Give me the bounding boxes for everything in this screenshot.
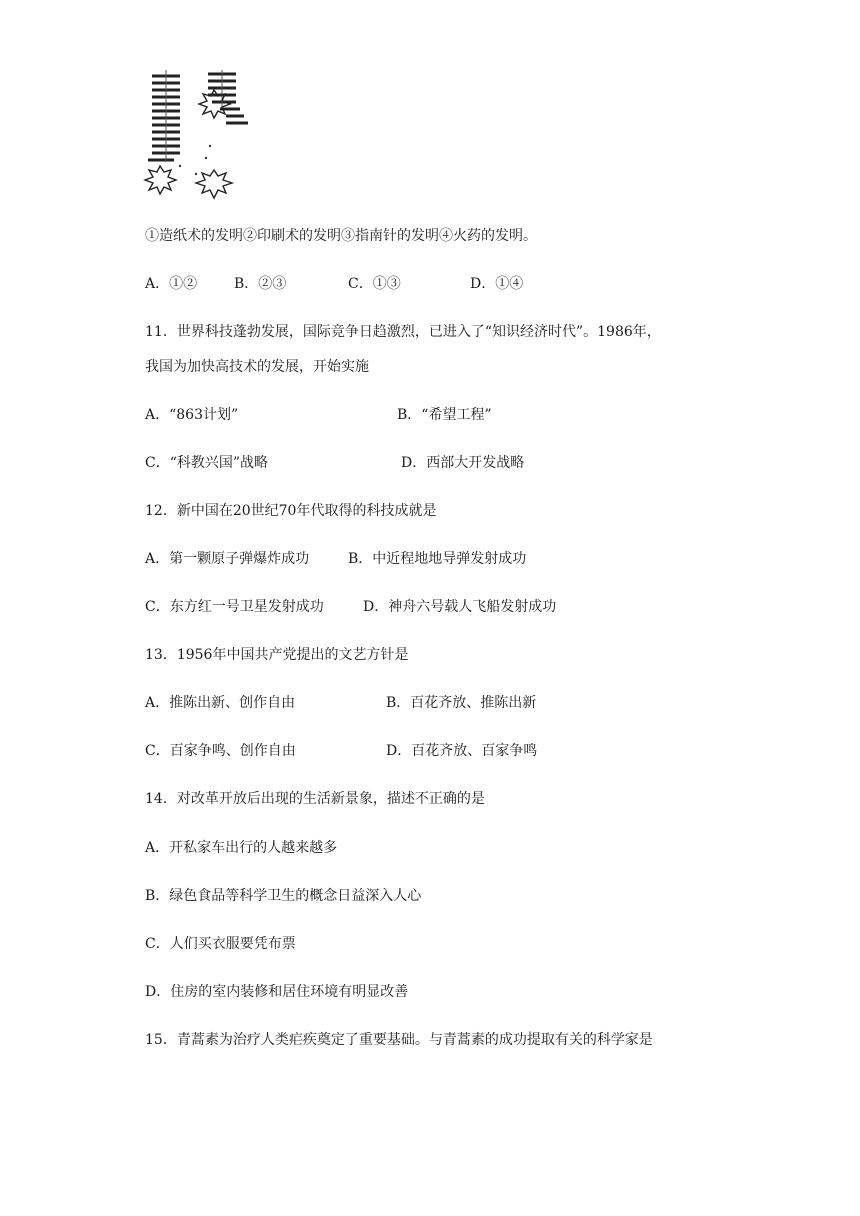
q11-option-c[interactable]: C．“科教兴国”战略: [145, 455, 269, 471]
q11-option-b[interactable]: B．“希望工程”: [397, 407, 492, 423]
q12-option-a[interactable]: A．第一颗原子弹爆炸成功: [145, 551, 310, 567]
q12-option-d[interactable]: D．神舟六号载人飞船发射成功: [363, 599, 557, 615]
q11-stem-line2: 我国为加快高技术的发展，开始实施: [145, 359, 369, 375]
q13-stem: 13．1956年中国共产党提出的文艺方针是: [145, 647, 409, 663]
q14-stem: 14．对改革开放后出现的生活新景象，描述不正确的是: [145, 791, 485, 807]
q12-stem: 12．新中国在20世纪70年代取得的科技成就是: [145, 503, 437, 519]
q10-option-b[interactable]: B．②③: [234, 276, 287, 292]
q14-option-d[interactable]: D．住房的室内装修和居住环境有明显改善: [145, 984, 409, 1000]
q14-option-b[interactable]: B．绿色食品等科学卫生的概念日益深入人心: [145, 888, 422, 904]
q12-option-c[interactable]: C．东方红一号卫星发射成功: [145, 599, 324, 615]
q14-option-c[interactable]: C．人们买衣服要凭布票: [145, 936, 296, 952]
q14-option-a[interactable]: A．开私家车出行的人越来越多: [145, 840, 338, 856]
q15-stem: 15．青蒿素为治疗人类疟疾奠定了重要基础。与青蒿素的成功提取有关的科学家是: [145, 1032, 653, 1048]
q10-option-a[interactable]: A．①②: [145, 276, 198, 292]
firecracker-illustration: [140, 66, 258, 204]
q10-option-c[interactable]: C．①③: [348, 276, 401, 292]
q11-option-a[interactable]: A．“863计划”: [145, 407, 239, 423]
q13-option-a[interactable]: A．推陈出新、创作自由: [145, 695, 296, 711]
q13-option-c[interactable]: C．百家争鸣、创作自由: [145, 743, 296, 759]
q11-option-d[interactable]: D．西部大开发战略: [401, 455, 525, 471]
q11-stem-line1: 11．世界科技蓬勃发展，国际竞争日趋激烈，已进入了“知识经济时代”。1986年，: [145, 324, 661, 340]
q12-option-b[interactable]: B．中近程地地导弹发射成功: [348, 551, 527, 567]
q10-option-d[interactable]: D．①④: [470, 276, 524, 292]
q10-choices: ①造纸术的发明②印刷术的发明③指南针的发明④火药的发明。: [145, 228, 537, 244]
q13-option-d[interactable]: D．百花齐放、百家争鸣: [386, 743, 538, 759]
q13-option-b[interactable]: B．百花齐放、推陈出新: [386, 695, 537, 711]
